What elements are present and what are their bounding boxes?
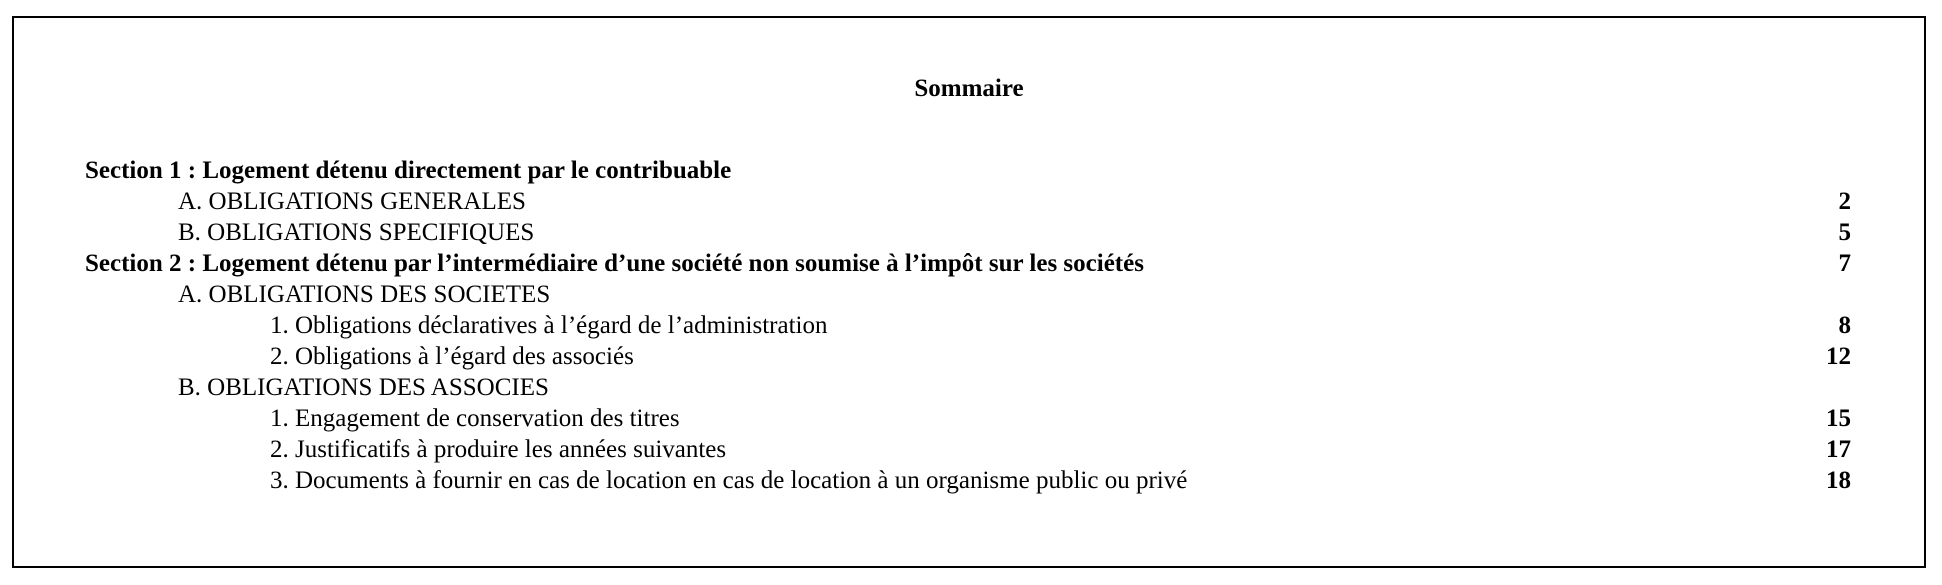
- toc-entry-page: 17: [1826, 436, 1851, 463]
- toc-entry-page: 12: [1826, 343, 1851, 370]
- toc-entry-page: 2: [1838, 188, 1851, 215]
- toc-entry-obligations-des-associes: [85, 372, 1851, 403]
- toc-entry-page: 8: [1838, 312, 1851, 339]
- toc-entry-label: B. OBLIGATIONS DES ASSOCIES: [178, 374, 549, 401]
- toc-entry-label: 3. Documents à fournir en cas de location en cas de location à un organisme public ou privé: [270, 467, 1188, 494]
- toc-entry-obligations-generales: [85, 186, 1851, 217]
- toc-entry-section-1: [85, 155, 1851, 186]
- toc-entry-label: Section 1 : Logement détenu directement par le contribuable: [85, 157, 732, 184]
- toc-entry-label: 1. Engagement de conservation des titres: [270, 405, 680, 432]
- toc-entry-label: 2. Justificatifs à produire les années suivantes: [270, 436, 727, 463]
- toc-entry-obligations-associes: [85, 341, 1851, 372]
- toc-entry-engagement-conservation: [85, 403, 1851, 434]
- toc-entry-section-2: [85, 248, 1851, 279]
- toc-entry-label: 2. Obligations à l’égard des associés: [270, 343, 634, 370]
- toc-entry-obligations-specifiques: [85, 217, 1851, 248]
- toc-entry-page: 7: [1838, 250, 1851, 277]
- toc-entry-obligations-declaratives: [85, 310, 1851, 341]
- toc-entry-label: Section 2 : Logement détenu par l’intermédiaire d’une société non soumise à l’impôt sur les sociétés: [85, 250, 1144, 277]
- toc-entry-page: 5: [1838, 219, 1851, 246]
- toc-list: [85, 155, 1851, 496]
- toc-entry-page: 18: [1826, 467, 1851, 494]
- toc-entry-page: 15: [1826, 405, 1851, 432]
- toc-entry-label: A. OBLIGATIONS DES SOCIETES: [178, 281, 551, 308]
- toc-entry-label: 1. Obligations déclaratives à l’égard de l’administration: [270, 312, 828, 339]
- toc-entry-label: A. OBLIGATIONS GENERALES: [178, 188, 526, 215]
- toc-entry-label: B. OBLIGATIONS SPECIFIQUES: [178, 219, 535, 246]
- toc-entry-obligations-des-societes: [85, 279, 1851, 310]
- summary-box: [12, 16, 1926, 568]
- summary-title: Sommaire: [914, 75, 1024, 102]
- toc-entry-justificatifs: [85, 434, 1851, 465]
- toc-entry-documents-location: [85, 465, 1851, 496]
